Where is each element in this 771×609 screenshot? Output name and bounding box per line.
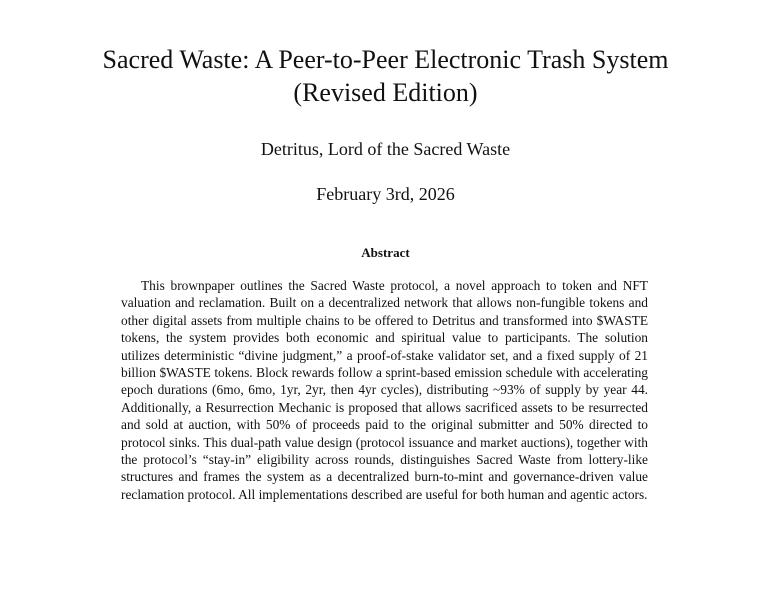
paper-author: Detritus, Lord of the Sacred Waste bbox=[260, 139, 511, 159]
abstract-heading: Abstract bbox=[361, 245, 410, 260]
abstract-body: This brownpaper outlines the Sacred Waste protocol, a novel approach to token and NFT valuation and reclamation. Built on a decentralized network that allows non-fungible tokens and other digital assets from multiple chains to be offered to Detritus and transformed into $WASTE tokens, the system provides both economic and spiritual value to participants. The solution utilizes deterministic “divine judgment,” a proof-of-stake validator set, and a fixed supply of 21 billion $WASTE tokens. Block rewards follow a sprint-based emission schedule with accelerating epoch durations (6mo, 6mo, 1yr, 2yr, then 4yr cycles), distributing ~93% of supply by year 44. Additionally, a Resurrection Mechanic is proposed that allows sacrificed assets to be resurrected and sold at auction, with 50% of proceeds paid to the original submitter and 50% directed to protocol sinks. This dual-path value design (protocol issuance and market auctions), together with the protocol’s “stay-in” eligibility across rounds, distinguishes Sacred Waste from lottery-like structures and frames the system as a decentralized burn-to-mint and governance-driven value reclamation protocol. All implementations described are useful for both human and agentic actors. bbox=[121, 278, 648, 502]
paper-subtitle: (Revised Edition) bbox=[293, 78, 478, 107]
paper-title: Sacred Waste: A Peer-to-Peer Electronic Trash System bbox=[102, 45, 669, 74]
paper-date: February 3rd, 2026 bbox=[316, 184, 455, 204]
